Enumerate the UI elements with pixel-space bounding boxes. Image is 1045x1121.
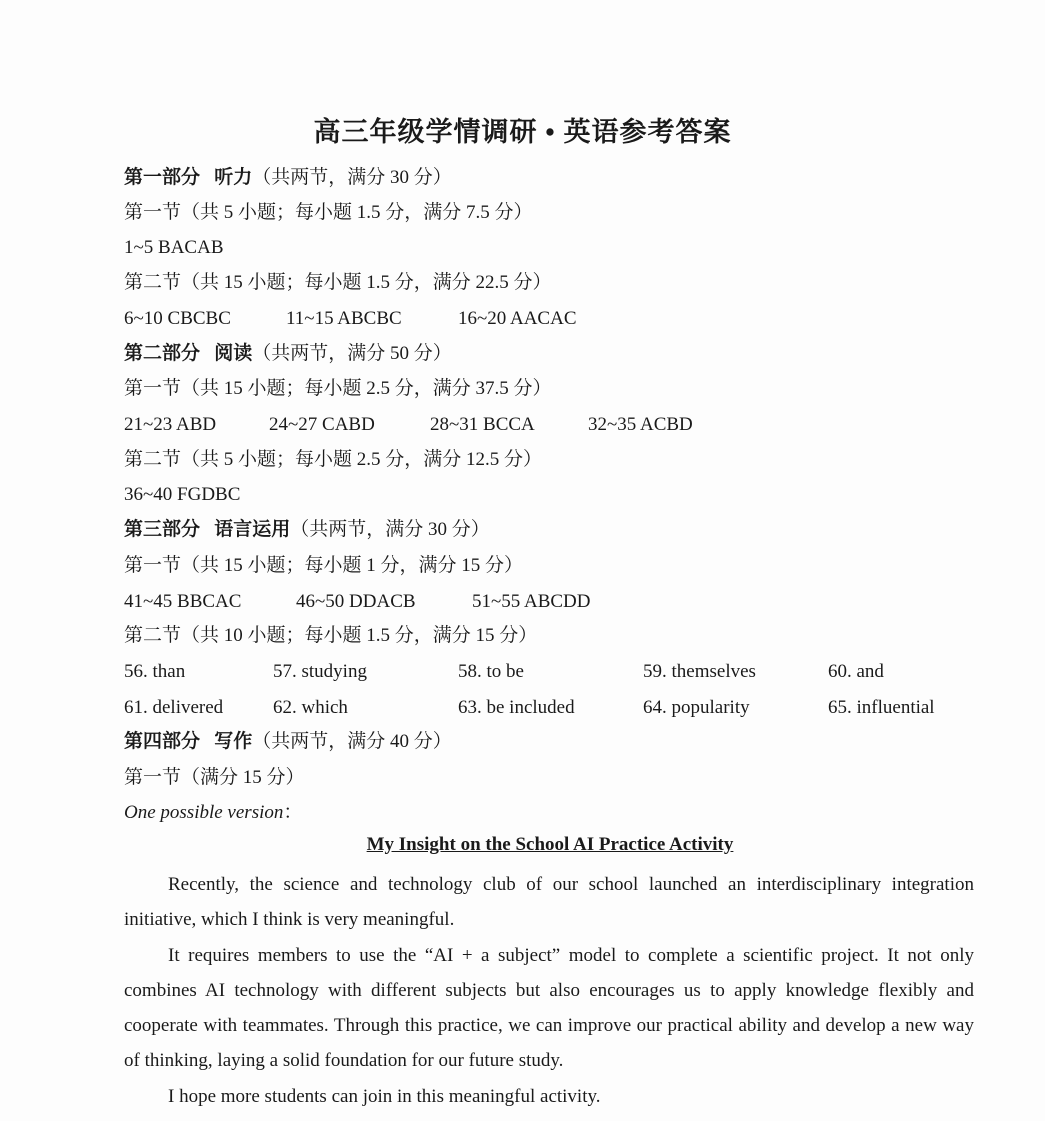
answer-group: 32~35 ACBD (588, 414, 693, 435)
part1-section1-desc: 第一节（共 5 小题；每小题 1.5 分，满分 7.5 分） (124, 202, 533, 223)
answer-group: 46~50 DDACB (296, 591, 416, 612)
part1-heading-line (124, 164, 452, 192)
part1-section2-desc: 第二节（共 15 小题；每小题 1.5 分，满分 22.5 分） (124, 272, 552, 293)
part2-section2-answers: 36~40 FGDBC (124, 484, 241, 505)
answer-group: 11~15 ABCBC (286, 308, 402, 329)
fill-in-answer: 63. be included (458, 697, 575, 718)
part4-heading-line (124, 728, 452, 756)
possible-version-colon: ： (283, 802, 303, 823)
fill-in-answer: 57. studying (273, 661, 367, 682)
answer-group: 16~20 AACAC (458, 308, 577, 329)
part2-note: （共两节，满分 50 分） (252, 343, 452, 364)
answer-group: 6~10 CBCBC (124, 308, 231, 329)
possible-version-label: One possible version (124, 802, 284, 823)
part4-note: （共两节，满分 40 分） (252, 731, 452, 752)
fill-in-answer: 65. influential (828, 697, 935, 718)
part3-heading-line (124, 516, 490, 544)
part2-section2-desc: 第二节（共 5 小题；每小题 2.5 分，满分 12.5 分） (124, 449, 543, 470)
part1-name: 听力 (214, 167, 253, 188)
part4-section1-desc: 第一节（满分 15 分） (124, 767, 305, 788)
answer-group: 21~23 ABD (124, 414, 217, 435)
fill-in-answer: 59. themselves (643, 661, 756, 682)
essay-title: My Insight on the School AI Practice Activity (366, 834, 734, 855)
part4-heading: 第四部分 (124, 731, 201, 752)
part3-section1-desc: 第一节（共 15 小题；每小题 1 分，满分 15 分） (124, 555, 524, 576)
answer-group: 41~45 BBCAC (124, 591, 242, 612)
part2-section1-desc: 第一节（共 15 小题；每小题 2.5 分，满分 37.5 分） (124, 378, 552, 399)
essay-paragraph-2: It requires members to use the “AI + a subject” model to complete a scientific project. It not only combines AI technology with different subjects but also encourages us to apply knowledge flexibly and cooperate with teammates. Through this practice, we can improve our practical ability and develop a new way of thinking, laying a solid foundation for our future study. (124, 945, 974, 1071)
fill-in-answer: 56. than (124, 661, 186, 682)
answer-group: 24~27 CABD (269, 414, 375, 435)
part1-note: （共两节，满分 30 分） (252, 167, 452, 188)
part3-section2-desc: 第二节（共 10 小题；每小题 1.5 分，满分 15 分） (124, 625, 538, 646)
fill-in-answer: 64. popularity (643, 697, 750, 718)
fill-in-answer: 58. to be (458, 661, 524, 682)
part2-heading: 第二部分 (124, 343, 201, 364)
part2-heading-line (124, 340, 452, 368)
essay-paragraph-1: Recently, the science and technology club of our school launched an interdisciplinary integration initiative, which I think is very meaningful. (124, 874, 974, 930)
possible-version-line (124, 799, 302, 827)
answer-group: 28~31 BCCA (430, 414, 535, 435)
part2-name: 阅读 (214, 343, 253, 364)
part3-heading: 第三部分 (124, 519, 201, 540)
fill-in-answer: 61. delivered (124, 697, 224, 718)
page-title: 高三年级学情调研 • 英语参考答案 (313, 117, 732, 147)
fill-in-answer: 62. which (273, 697, 348, 718)
essay-paragraph-3: I hope more students can join in this meaningful activity. (168, 1086, 601, 1107)
answer-group: 51~55 ABCDD (472, 591, 591, 612)
part1-heading: 第一部分 (124, 167, 201, 188)
part1-section1-answers: 1~5 BACAB (124, 237, 224, 258)
part4-name: 写作 (214, 731, 253, 752)
fill-in-answer: 60. and (828, 661, 884, 682)
part3-name: 语言运用 (214, 519, 291, 540)
part3-note: （共两节，满分 30 分） (290, 519, 490, 540)
